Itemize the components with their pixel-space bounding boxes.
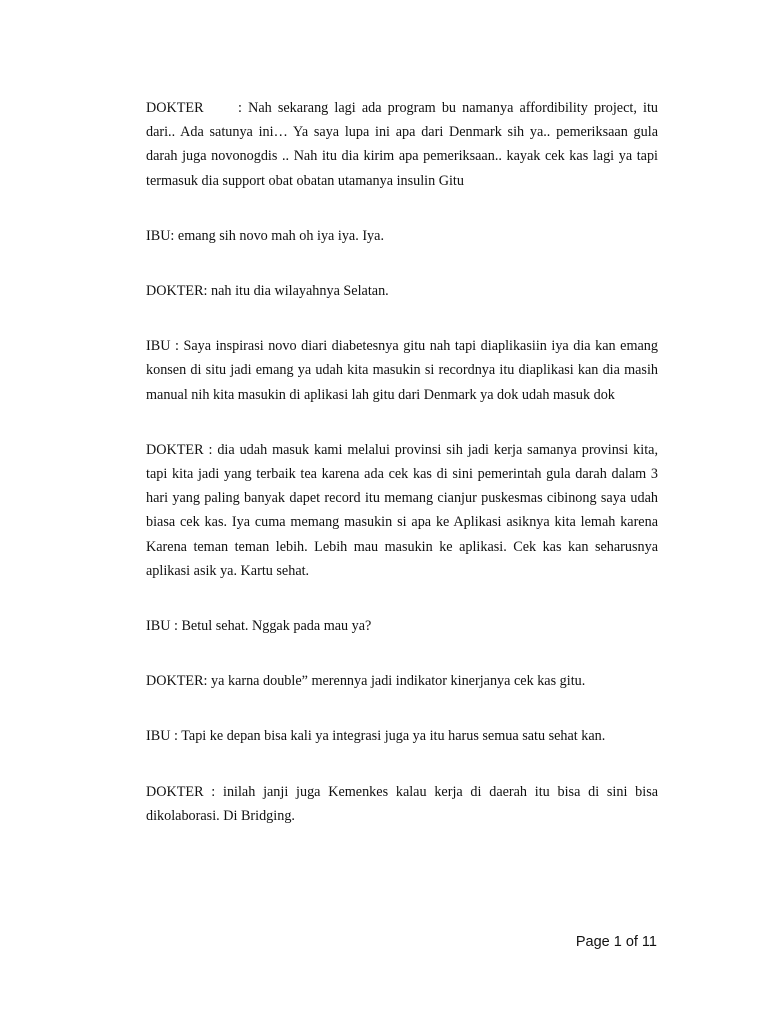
transcript-body (146, 96, 658, 859)
speaker-label: DOKTER (146, 100, 204, 116)
paragraph-text: Betul sehat. Nggak pada mau ya? (181, 618, 372, 635)
transcript-paragraph (146, 614, 658, 638)
speaker-separator: : (238, 100, 249, 116)
speaker-separator (215, 784, 223, 800)
paragraph-text: emang sih novo mah oh iya iya. Iya. (177, 227, 384, 244)
page-number: Page 1 of 11 (575, 934, 657, 950)
transcript-paragraph (146, 669, 658, 693)
transcript-paragraph (146, 224, 658, 248)
transcript-paragraph (146, 780, 658, 828)
paragraph-text: ya karna double” merennya jadi indikator kinerjanya cek kas gitu. (211, 673, 586, 690)
transcript-paragraph (146, 334, 658, 407)
speaker-label: DOKTER: (146, 673, 208, 690)
paragraph-text: Nah sekarang lagi ada program bu namanya affordibility project, itu dari.. Ada satunya ini… Ya saya lupa ini apa dari Denmark sih ya.. pemeriksaan gula darah juga novonogdis .. Nah itu dia kirim apa pemeriksaan.. kayak cek kas lagi ya tapi termasuk dia support obat obatan utamanya insulin Gitu (146, 100, 658, 189)
speaker-label: DOKTER : (146, 783, 216, 800)
speaker-label: IBU: (146, 227, 175, 244)
paragraph-text: Saya inspirasi novo diari diabetesnya gitu nah tapi diaplikasiin iya dia kan emang konsen di situ jadi emang ya udah kita masukin si recordnya itu diaplikasi kan dia masih manual nih kita masukin di aplikasi lah gitu dari Denmark ya dok udah masuk dok (146, 338, 658, 403)
speaker-label: DOKTER : (146, 441, 213, 458)
paragraph-text: dia udah masuk kami melalui provinsi sih jadi kerja samanya provinsi kita, tapi kita jadi yang terbaik tea karena ada cek kas di sini pemerintah gula darah dalam 3 hari yang paling banyak dapet record itu memang cianjur puskesmas cibinong saya udah biasa cek kas. Iya cuma memang masukin si apa ke Aplikasi asiknya kita lemah karena Karena teman teman lebih. Lebih mau masukin ke aplikasi. Cek kas kan seharusnya aplikasi asik ya. Kartu sehat. (146, 441, 658, 579)
paragraph-text: nah itu dia wilayahnya Selatan. (211, 283, 389, 300)
paragraph-text: Tapi ke depan bisa kali ya integrasi juga ya itu harus semua satu sehat kan. (181, 728, 606, 745)
speaker-label: DOKTER: (146, 283, 208, 300)
transcript-paragraph (146, 279, 658, 303)
transcript-paragraph (146, 438, 658, 583)
speaker-label: IBU : (146, 728, 178, 745)
speaker-label: IBU : (146, 338, 179, 355)
speaker-label: IBU : (146, 618, 178, 635)
paragraph-text: inilah janji juga Kemenkes kalau kerja di daerah itu bisa di sini bisa dikolaborasi. Di Bridging. (146, 783, 659, 824)
transcript-paragraph (146, 724, 658, 748)
transcript-paragraph (146, 96, 658, 193)
